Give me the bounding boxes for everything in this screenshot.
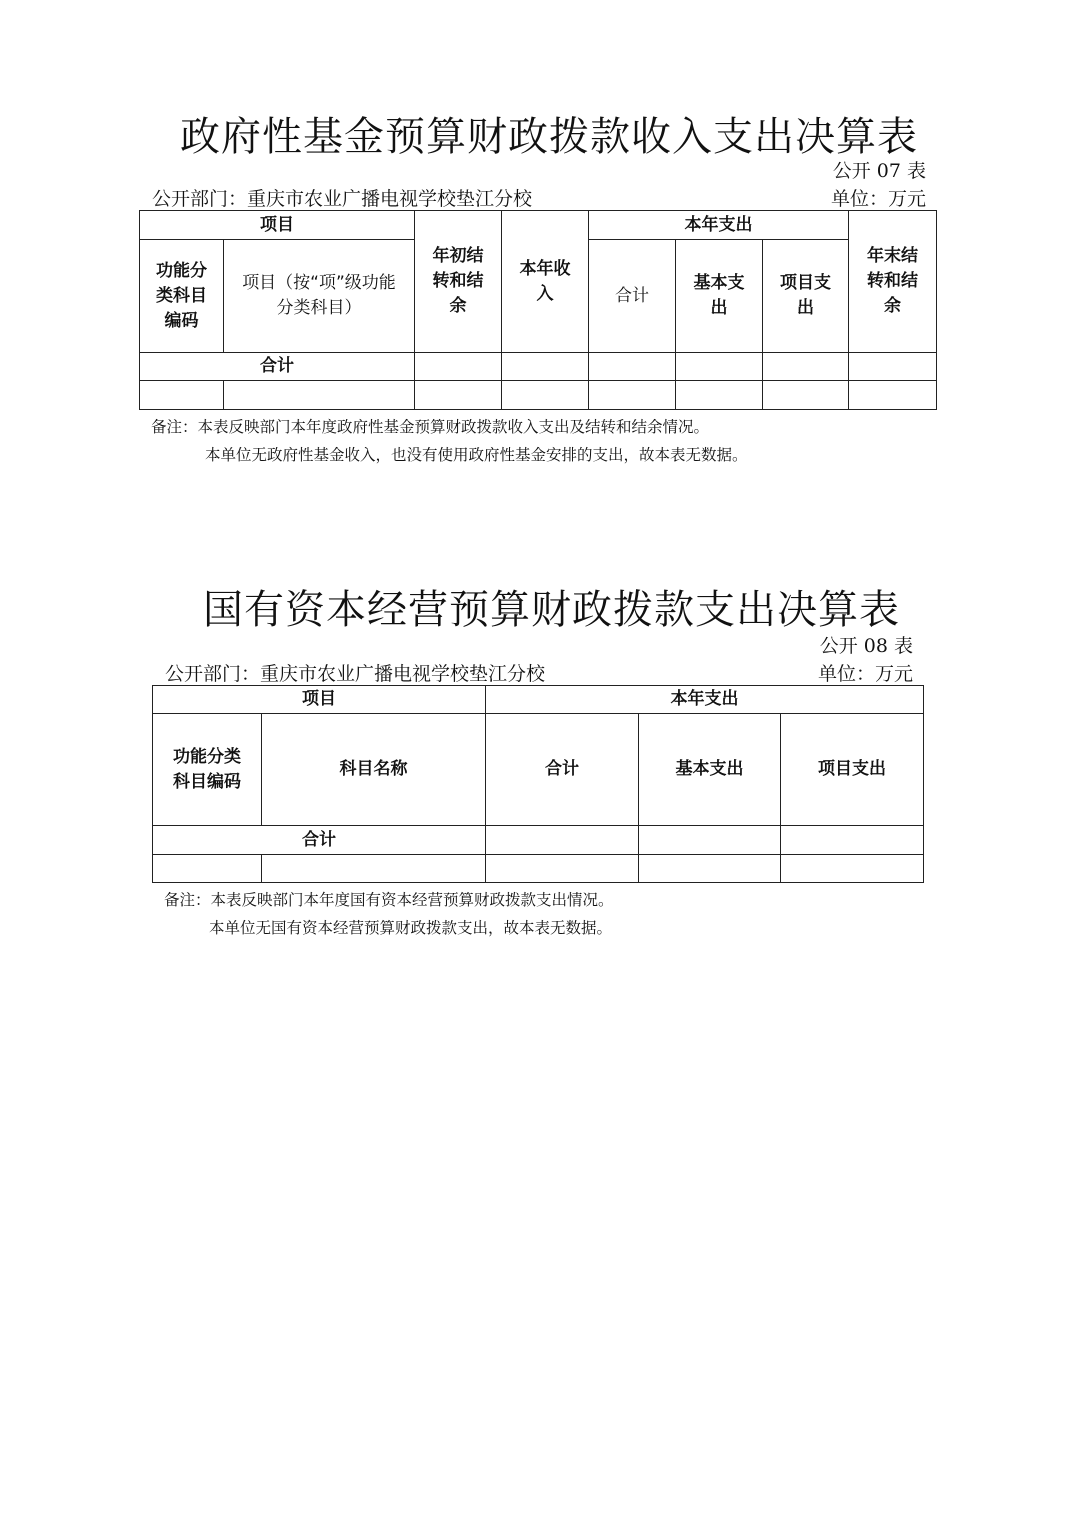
table07-department: 公开部门：重庆市农业广播电视学校垫江分校 <box>152 188 533 210</box>
table08-header-func-code: 功能分类科目编码 <box>153 714 262 826</box>
table08-header-basic: 基本支出 <box>639 714 781 826</box>
table-cell <box>153 855 262 883</box>
table-cell <box>676 353 763 381</box>
table-cell <box>589 381 676 410</box>
table07-header-expense-group: 本年支出 <box>589 211 849 240</box>
table-cell <box>486 826 639 855</box>
table-cell <box>262 855 486 883</box>
table-cell <box>415 381 502 410</box>
table-cell <box>763 353 849 381</box>
table07-total-row-label: 合计 <box>140 353 415 381</box>
table-cell <box>415 353 502 381</box>
table08-header-project: 项目 <box>153 686 486 714</box>
table07-header-project: 项目 <box>140 211 415 240</box>
table-cell <box>781 855 924 883</box>
table-cell <box>502 381 589 410</box>
table08-title: 国有资本经营预算财政拨款支出决算表 <box>203 587 900 633</box>
table08-form-number: 公开 08 表 <box>819 635 913 657</box>
table07-note-1: 备注：本表反映部门本年度政府性基金预算财政拨款收入支出及结转和结余情况。 <box>151 418 710 436</box>
table-cell <box>486 855 639 883</box>
table08-header-expense-group: 本年支出 <box>486 686 924 714</box>
table-cell <box>639 855 781 883</box>
table07-form-number: 公开 07 表 <box>832 160 926 182</box>
table07-header-total: 合计 <box>589 240 676 353</box>
table-cell <box>224 381 415 410</box>
table-cell <box>849 381 937 410</box>
table-cell <box>639 826 781 855</box>
table07-header-item-name: 项目（按“项”级功能分类科目） <box>224 240 415 353</box>
table-cell <box>676 381 763 410</box>
table07-header-func-code: 功能分类科目编码 <box>140 240 224 353</box>
table-cell <box>502 353 589 381</box>
table-cell <box>781 826 924 855</box>
table07-header-basic: 基本支出 <box>676 240 763 353</box>
table-cell <box>140 381 224 410</box>
table08-total-row-label: 合计 <box>153 826 486 855</box>
table07-header-begin-balance: 年初结转和结余 <box>415 211 502 353</box>
table08-header-project-exp: 项目支出 <box>781 714 924 826</box>
table07-unit: 单位：万元 <box>830 188 926 210</box>
table07-header-income: 本年收入 <box>502 211 589 353</box>
table07-title: 政府性基金预算财政拨款收入支出决算表 <box>180 114 918 160</box>
table07-header-project-exp: 项目支出 <box>763 240 849 353</box>
table-cell <box>849 353 937 381</box>
table08-header-subject-name: 科目名称 <box>262 714 486 826</box>
table08-unit: 单位：万元 <box>817 663 913 685</box>
table-cell <box>763 381 849 410</box>
table08 <box>152 685 924 883</box>
table07-header-end-balance: 年末结转和结余 <box>849 211 937 353</box>
table-cell <box>589 353 676 381</box>
table07-note-2: 本单位无政府性基金收入，也没有使用政府性基金安排的支出，故本表无数据。 <box>205 446 748 464</box>
table07 <box>139 210 937 410</box>
table08-note-2: 本单位无国有资本经营预算财政拨款支出，故本表无数据。 <box>209 919 613 937</box>
table08-note-1: 备注：本表反映部门本年度国有资本经营预算财政拨款支出情况。 <box>164 891 614 909</box>
table08-department: 公开部门：重庆市农业广播电视学校垫江分校 <box>165 663 546 685</box>
table08-header-total: 合计 <box>486 714 639 826</box>
